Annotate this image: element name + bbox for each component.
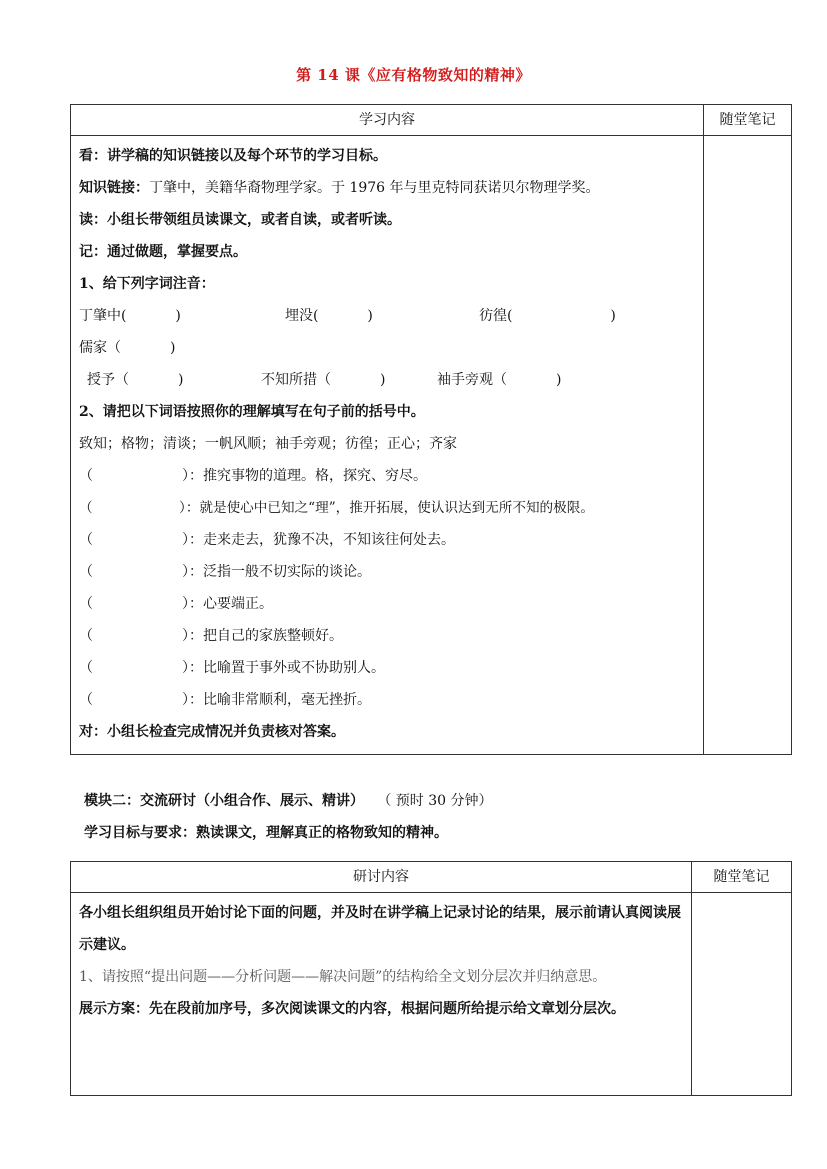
pinyin-row-3 <box>79 364 695 396</box>
pinyin-row-2 <box>79 332 695 364</box>
fill-paren: （ ） <box>79 628 190 644</box>
pinyin-item: 不知所措（ ) <box>261 372 386 388</box>
look-instruction: 看：讲学稿的知识链接以及每个环节的学习目标。 <box>79 148 387 164</box>
question-1-title: 1、给下列字词注音： <box>79 276 215 292</box>
fill-item <box>79 684 695 716</box>
pinyin-item: 丁肇中( ) <box>79 308 181 324</box>
fill-item <box>79 460 695 492</box>
pinyin-item: 儒家（ ) <box>79 340 176 356</box>
content-cell <box>71 136 704 755</box>
discussion-table <box>70 861 792 1096</box>
read-instruction: 读：小组长带领组员读课文，或者自读，或者听读。 <box>79 212 401 228</box>
study-content-table <box>70 104 792 755</box>
fill-definition: ：把自己的家族整顿好。 <box>189 628 344 644</box>
fill-definition: ：泛指一般不切实际的谈论。 <box>189 564 372 580</box>
module-2-heading <box>84 790 493 810</box>
fill-definition: ：比喻置于事外或不协助别人。 <box>189 660 386 676</box>
discussion-notes-header: 随堂笔记 <box>692 862 792 893</box>
knowledge-link <box>79 172 695 204</box>
discussion-intro: 各小组长组织组员开始讨论下面的问题，并及时在讲学稿上记录讨论的结果，展示前请认真阅读展示建议。 <box>79 905 681 953</box>
fill-definition: ：心要端正。 <box>189 596 274 612</box>
fill-paren: （ ） <box>79 564 190 580</box>
pinyin-item: 袖手旁观（ ) <box>437 372 562 388</box>
check-instruction: 对：小组长检查完成情况并负责核对答案。 <box>79 724 345 740</box>
module-2-goal: 学习目标与要求：熟读课文，理解真正的格物致知的精神。 <box>84 825 448 841</box>
discussion-question-1: 1、请按照“提出问题——分析问题——解决问题”的结构给全文划分层次并归纳意思。 <box>79 969 607 985</box>
knowledge-link-text: 丁肇中，美籍华裔物理学家。于 1976 年与里克特同获诺贝尔物理学奖。 <box>149 180 600 196</box>
fill-paren: （ ） <box>79 532 190 548</box>
fill-paren: （ ） <box>79 596 190 612</box>
fill-paren: （ ） <box>79 660 190 676</box>
fill-item <box>79 588 695 620</box>
fill-definition: ：就是使心中已知之“理”，推开拓展，使认识达到无所不知的极限。 <box>185 500 594 516</box>
note-instruction: 记：通过做题，掌握要点。 <box>79 244 247 260</box>
knowledge-link-label: 知识链接： <box>79 180 149 196</box>
fill-item <box>79 556 695 588</box>
module-2-time: （ 预时 30 分钟） <box>377 793 493 809</box>
fill-item <box>79 652 695 684</box>
fill-paren: （ ） <box>79 468 190 484</box>
fill-paren: （ ） <box>79 692 190 708</box>
pinyin-item: 埋没( ) <box>285 308 373 324</box>
discussion-content-header: 研讨内容 <box>71 862 692 893</box>
pinyin-item: 彷徨( ) <box>479 308 616 324</box>
fill-item <box>79 492 695 524</box>
presentation-plan: 展示方案：先在段前加序号，多次阅读课文的内容，根据问题所给提示给文章划分层次。 <box>79 1001 625 1017</box>
discussion-notes-cell <box>692 893 792 1096</box>
word-bank: 致知；格物；清谈；一帆风顺；袖手旁观；彷徨；正心；齐家 <box>79 436 457 452</box>
fill-definition: ：比喻非常顺利，毫无挫折。 <box>189 692 372 708</box>
page-title: 第 14 课《应有格物致知的精神》 <box>296 66 531 84</box>
pinyin-row-1 <box>79 300 695 332</box>
pinyin-item: 授予（ ) <box>87 372 184 388</box>
notes-cell <box>704 136 792 755</box>
discussion-content-cell <box>71 893 692 1096</box>
fill-definition: ：推究事物的道理。格，探究、穷尽。 <box>189 468 428 484</box>
content-header: 学习内容 <box>71 105 704 136</box>
notes-header: 随堂笔记 <box>704 105 792 136</box>
module-2-title: 模块二：交流研讨（小组合作、展示、精讲） <box>84 793 364 809</box>
question-2-title: 2、请把以下词语按照你的理解填写在句子前的括号中。 <box>79 404 425 420</box>
fill-item <box>79 524 695 556</box>
fill-item <box>79 620 695 652</box>
fill-definition: ：走来走去，犹豫不决，不知该往何处去。 <box>189 532 456 548</box>
fill-paren: （ ） <box>79 500 186 516</box>
